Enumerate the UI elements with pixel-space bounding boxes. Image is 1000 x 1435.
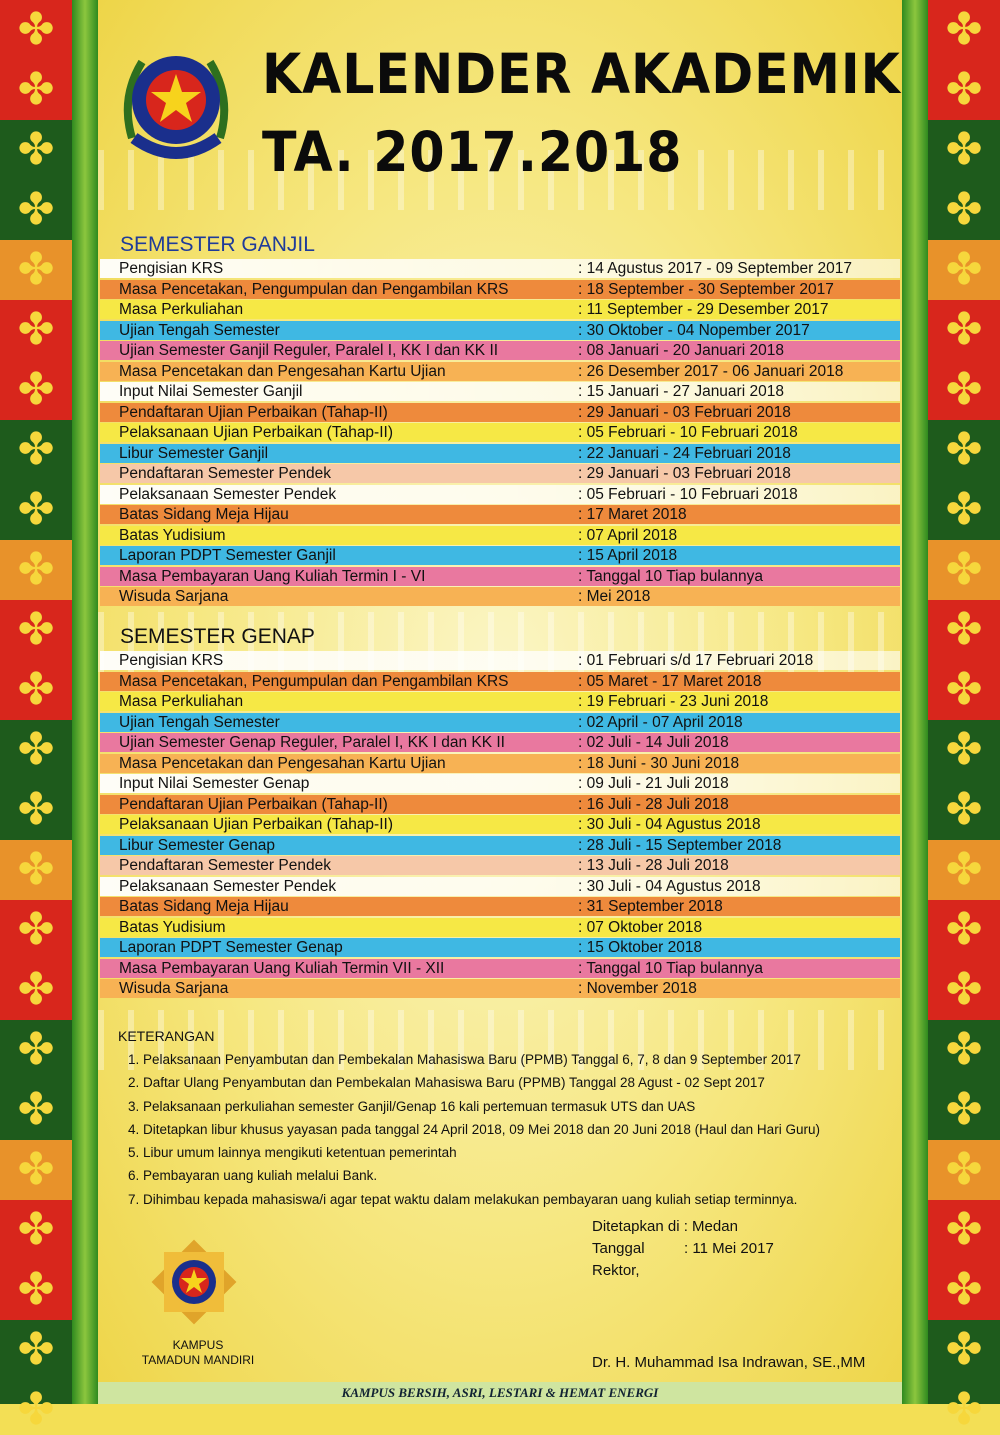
ornament-icon: ✤ [945,364,983,415]
right-border-strip [928,0,1000,1435]
schedule-activity: Pelaksanaan Ujian Perbaikan (Tahap-II) [119,816,393,833]
schedule-date: : 31 September 2018 [578,898,723,915]
schedule-date: : 18 Juni - 30 Juni 2018 [578,754,740,772]
schedule-date: : 30 Oktober - 04 Nopember 2017 [578,321,810,339]
schedule-row [100,836,900,855]
ornament-icon: ✤ [17,64,55,115]
schedule-activity: Batas Yudisium [119,918,226,936]
ornament-icon: ✤ [945,1024,983,1075]
campus-name-line-2: TAMADUN MANDIRI [141,1353,255,1367]
keterangan-item: 2. Daftar Ulang Penyambutan dan Pembekalan Mahasiswa Baru (PPMB) Tanggal 28 Agust - 02 Sept 2017 [128,1075,765,1091]
schedule-activity: Pendaftaran Ujian Perbaikan (Tahap-II) [119,795,388,813]
left-border-strip [0,0,72,1435]
schedule-activity: Masa Pencetakan dan Pengesahan Kartu Ujian [119,754,446,772]
ornament-icon: ✤ [17,904,55,955]
schedule-date: : 11 September - 29 Desember 2017 [578,301,829,318]
ornament-icon: ✤ [945,1324,983,1375]
ornament-icon: ✤ [945,964,983,1015]
ornament-icon: ✤ [17,244,55,295]
ornament-icon: ✤ [945,1264,983,1315]
ornament-icon: ✤ [945,844,983,895]
ornament-icon: ✤ [945,724,983,775]
keterangan-item: 4. Ditetapkan libur khusus yayasan pada tanggal 24 April 2018, 09 Mei 2018 dan 20 Juni 2018 (Haul dan Hari Guru) [128,1121,820,1137]
keterangan-item: 5. Libur umum lainnya mengikuti ketentuan pemerintah [128,1145,457,1161]
right-green-border [902,0,928,1404]
schedule-activity: Ujian Semester Ganjil Reguler, Paralel I, KK I dan KK II [119,342,499,359]
schedule-row [100,300,900,319]
schedule-date: : 19 Februari - 23 Juni 2018 [578,693,769,710]
schedule-row [100,280,900,299]
schedule-activity: Libur Semester Ganjil [119,444,269,462]
schedule-row [100,526,900,545]
semester-genap-heading: SEMESTER GENAP [120,625,315,648]
keterangan-heading: KETERANGAN [118,1028,215,1044]
ornament-icon: ✤ [945,1144,983,1195]
schedule-activity: Wisuda Sarjana [119,980,229,997]
ornament-icon: ✤ [945,1204,983,1255]
schedule-activity: Pendaftaran Ujian Perbaikan (Tahap-II) [119,403,388,421]
schedule-activity: Ujian Tengah Semester [119,713,280,731]
schedule-row [100,382,900,401]
signature-place: Ditetapkan di : Medan [592,1218,738,1235]
schedule-activity: Masa Pembayaran Uang Kuliah Termin I - VI [119,567,426,585]
ornament-icon: ✤ [17,844,55,895]
schedule-activity: Batas Sidang Meja Hijau [119,506,289,523]
footer-slogan: KAMPUS BERSIH, ASRI, LESTARI & HEMAT ENERGI [98,1382,902,1404]
signature-role: Rektor, [592,1262,640,1279]
schedule-activity: Libur Semester Genap [119,836,275,854]
schedule-row [100,546,900,565]
schedule-date: : November 2018 [578,980,697,997]
schedule-activity: Pelaksanaan Semester Pendek [119,485,337,503]
ornament-icon: ✤ [17,1324,55,1375]
schedule-date: : 02 April - 07 April 2018 [578,713,743,731]
schedule-activity: Pendaftaran Semester Pendek [119,465,331,482]
schedule-date: : 07 Oktober 2018 [578,918,703,936]
schedule-activity: Pengisian KRS [119,260,224,277]
ornament-icon: ✤ [945,784,983,835]
schedule-activity: Masa Pencetakan, Pengumpulan dan Pengambilan KRS [119,280,509,298]
schedule-date: : 05 Februari - 10 Februari 2018 [578,485,798,503]
ornament-icon: ✤ [945,184,983,235]
ornament-icon: ✤ [945,544,983,595]
schedule-date: : 17 Maret 2018 [578,506,687,523]
schedule-row [100,651,900,670]
semester-ganjil-heading: SEMESTER GANJIL [120,233,315,256]
signature-date-value: : 11 Mei 2017 [684,1240,774,1257]
schedule-row [100,321,900,340]
ornament-icon: ✤ [945,4,983,55]
schedule-row [100,938,900,957]
ornament-icon: ✤ [17,1084,55,1135]
ornament-icon: ✤ [945,484,983,535]
schedule-date: : 26 Desember 2017 - 06 Januari 2018 [578,362,844,380]
ornament-icon: ✤ [17,1144,55,1195]
schedule-date: : 29 Januari - 03 Februari 2018 [578,465,791,482]
schedule-row [100,587,900,606]
ornament-icon: ✤ [945,244,983,295]
ornament-icon: ✤ [17,964,55,1015]
ornament-icon: ✤ [17,784,55,835]
ornament-icon: ✤ [945,904,983,955]
schedule-activity: Pendaftaran Semester Pendek [119,857,331,874]
schedule-row [100,567,900,586]
schedule-activity: Ujian Tengah Semester [119,321,280,339]
schedule-row [100,877,900,896]
schedule-date: : 13 Juli - 28 Juli 2018 [578,857,729,874]
schedule-activity: Ujian Semester Genap Reguler, Paralel I, KK I dan KK II [119,734,505,751]
schedule-row [100,795,900,814]
schedule-row [100,979,900,998]
semester-ganjil-table [100,259,900,608]
keterangan-item: 1. Pelaksanaan Penyambutan dan Pembekalan Mahasiswa Baru (PPMB) Tanggal 6, 7, 8 dan 9 September 2017 [128,1052,801,1067]
schedule-activity: Masa Pencetakan dan Pengesahan Kartu Ujian [119,362,446,380]
schedule-row [100,774,900,793]
ornament-icon: ✤ [945,1384,983,1435]
schedule-date: : 15 Oktober 2018 [578,939,703,956]
schedule-row [100,692,900,711]
keterangan-item: 6. Pembayaran uang kuliah melalui Bank. [128,1168,378,1184]
schedule-activity: Masa Perkuliahan [119,301,244,318]
schedule-row [100,423,900,442]
schedule-row [100,464,900,483]
schedule-date: : Tanggal 10 Tiap bulannya [578,567,764,585]
left-green-border [72,0,98,1404]
schedule-date: : 14 Agustus 2017 - 09 September 2017 [578,260,853,277]
keterangan-item: 3. Pelaksanaan perkuliahan semester Ganjil/Genap 16 kali pertemuan termasuk UTS dan UAS [128,1098,696,1114]
schedule-date: : 02 Juli - 14 Juli 2018 [578,734,729,751]
signature-date-label: Tanggal [592,1240,645,1257]
schedule-row [100,856,900,875]
schedule-activity: Pengisian KRS [119,652,224,669]
ornament-icon: ✤ [17,424,55,475]
signature-name: Dr. H. Muhammad Isa Indrawan, SE.,MM [592,1354,866,1371]
schedule-row [100,815,900,834]
schedule-date: : 08 Januari - 20 Januari 2018 [578,342,784,359]
ornament-icon: ✤ [17,664,55,715]
schedule-activity: Pelaksanaan Ujian Perbaikan (Tahap-II) [119,424,393,441]
schedule-row [100,362,900,381]
schedule-date: : 28 Juli - 15 September 2018 [578,836,782,854]
schedule-date: : 18 September - 30 September 2017 [578,280,834,298]
schedule-row [100,918,900,937]
schedule-activity: Masa Perkuliahan [119,693,244,710]
keterangan-list [128,1048,820,1211]
schedule-date: : 29 Januari - 03 Februari 2018 [578,403,791,421]
schedule-date: : 30 Juli - 04 Agustus 2018 [578,877,761,895]
schedule-row [100,672,900,691]
ornament-icon: ✤ [17,1384,55,1435]
schedule-row [100,959,900,978]
schedule-row [100,713,900,732]
schedule-date: : 30 Juli - 04 Agustus 2018 [578,816,761,833]
ornament-icon: ✤ [945,124,983,175]
ornament-icon: ✤ [17,1024,55,1075]
schedule-row [100,733,900,752]
ornament-icon: ✤ [17,184,55,235]
schedule-activity: Input Nilai Semester Genap [119,775,310,792]
schedule-row [100,754,900,773]
schedule-activity: Masa Pencetakan, Pengumpulan dan Pengambilan KRS [119,672,509,690]
schedule-date: : 22 Januari - 24 Februari 2018 [578,444,791,462]
schedule-date: : 15 April 2018 [578,547,678,564]
ornament-icon: ✤ [17,124,55,175]
schedule-date: : 15 Januari - 27 Januari 2018 [578,383,784,400]
schedule-row [100,485,900,504]
schedule-row [100,259,900,278]
schedule-activity: Batas Yudisium [119,526,226,544]
schedule-date: : 05 Maret - 17 Maret 2018 [578,672,762,690]
ornament-icon: ✤ [17,364,55,415]
schedule-row [100,444,900,463]
ornament-icon: ✤ [17,1264,55,1315]
schedule-date: : 05 Februari - 10 Februari 2018 [578,424,798,441]
title-line-1: KALENDER AKADEMIK [262,42,901,106]
schedule-date: : Mei 2018 [578,588,651,605]
schedule-activity: Wisuda Sarjana [119,588,229,605]
ornament-icon: ✤ [17,1204,55,1255]
ornament-icon: ✤ [17,544,55,595]
schedule-date: : 09 Juli - 21 Juli 2018 [578,775,729,792]
schedule-activity: Laporan PDPT Semester Genap [119,939,343,956]
schedule-activity: Input Nilai Semester Ganjil [119,383,303,400]
schedule-row [100,897,900,916]
schedule-date: : 07 April 2018 [578,526,678,544]
schedule-activity: Batas Sidang Meja Hijau [119,898,289,915]
schedule-date: : Tanggal 10 Tiap bulannya [578,959,764,977]
keterangan-item: 7. Dihimbau kepada mahasiswa/i agar tepat waktu dalam melakukan pembayaran uang kuliah setiap terminnya. [128,1191,798,1207]
ornament-icon: ✤ [945,664,983,715]
schedule-row [100,505,900,524]
schedule-activity: Pelaksanaan Semester Pendek [119,877,337,895]
schedule-activity: Masa Pembayaran Uang Kuliah Termin VII - XII [119,959,445,977]
ornament-icon: ✤ [945,64,983,115]
schedule-date: : 01 Februari s/d 17 Februari 2018 [578,652,814,669]
ornament-icon: ✤ [945,304,983,355]
title-line-2: TA. 2017.2018 [262,120,683,184]
semester-genap-table [100,651,900,1000]
ornament-icon: ✤ [945,424,983,475]
schedule-row [100,403,900,422]
ornament-icon: ✤ [17,724,55,775]
ornament-icon: ✤ [945,1084,983,1135]
schedule-row [100,341,900,360]
yayasan-logo [112,38,240,166]
ornament-icon: ✤ [17,4,55,55]
ornament-icon: ✤ [945,604,983,655]
ornament-icon: ✤ [17,604,55,655]
campus-name-line-1: KAMPUS [172,1338,224,1352]
campus-logo [140,1228,248,1336]
ornament-icon: ✤ [17,304,55,355]
schedule-activity: Laporan PDPT Semester Ganjil [119,547,336,564]
schedule-date: : 16 Juli - 28 Juli 2018 [578,795,729,813]
ornament-icon: ✤ [17,484,55,535]
